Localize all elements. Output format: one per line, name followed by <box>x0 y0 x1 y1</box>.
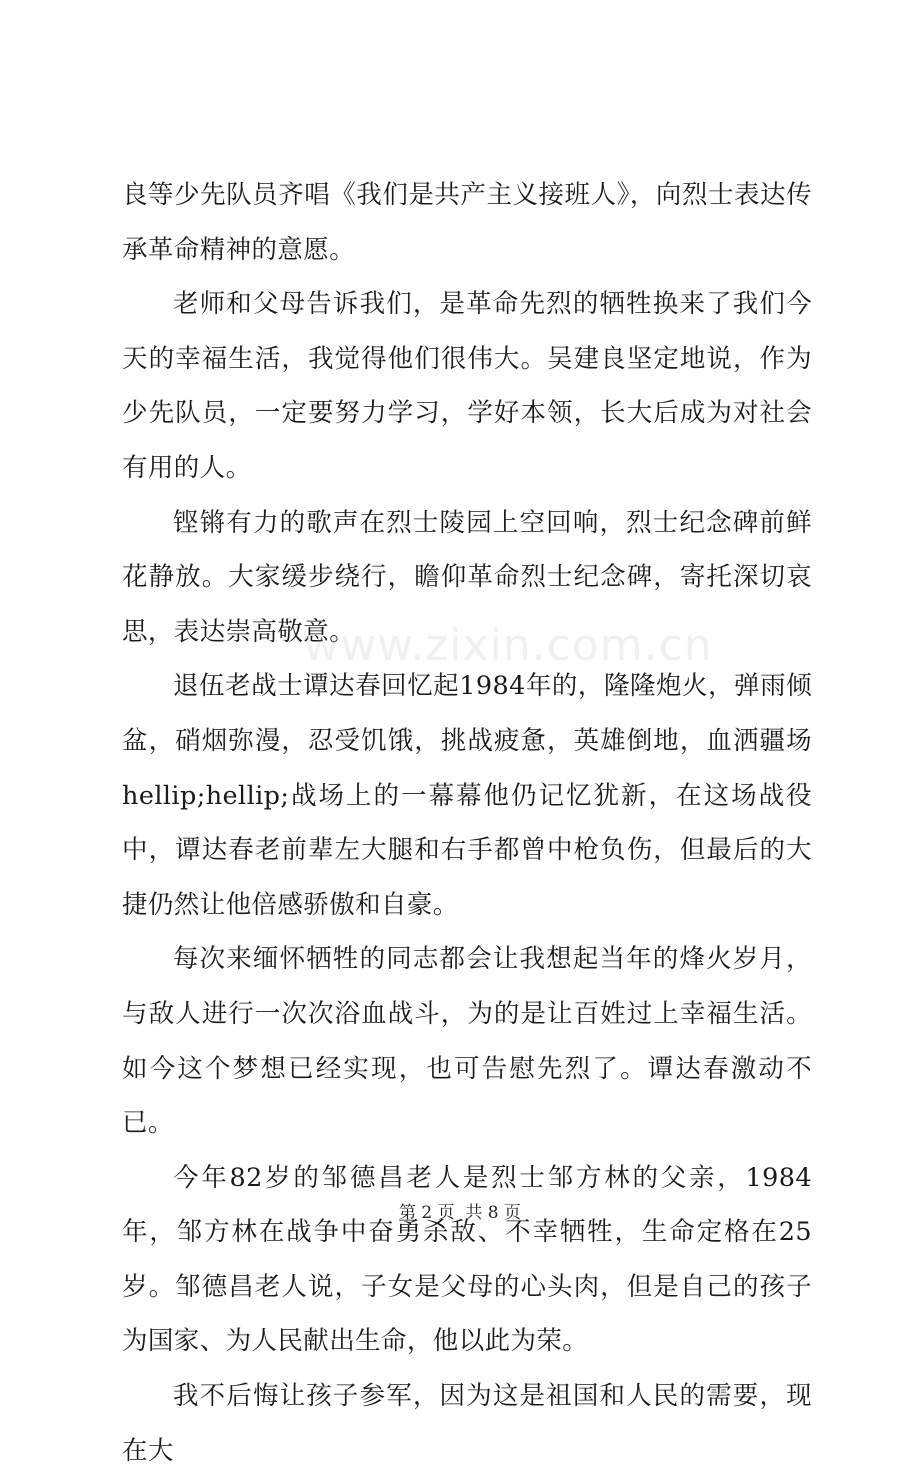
page-number-footer: 第 2 页 共 8 页 <box>398 1203 522 1223</box>
paragraph-2: 老师和父母告诉我们，是革命先烈的牺牲换来了我们今天的幸福生活，我觉得他们很伟大。吴建良坚定地说，作为少先队员，一定要努力学习，学好本领，长大后成为对社会有用的人。 <box>122 289 812 483</box>
watermark: www.zixin.com.cn <box>303 620 713 671</box>
body-text <box>122 168 812 1478</box>
paragraph-1: 良等少先队员齐唱《我们是共产主义接班人》，向烈士表达传承革命精神的意愿。 <box>122 180 812 265</box>
paragraph-5: 每次来缅怀牺牲的同志都会让我想起当年的烽火岁月，与敌人进行一次次浴血战斗，为的是让百姓过上幸福生活。如今这个梦想已经实现，也可告慰先烈了。谭达春激动不已。 <box>122 944 812 1139</box>
paragraph-7: 我不后悔让孩子参军，因为这是祖国和人民的需要，现在大 <box>122 1381 812 1466</box>
paragraph-3: 铿锵有力的歌声在烈士陵园上空回响，烈士纪念碑前鲜花静放。大家缓步绕行，瞻仰革命烈士纪念碑，寄托深切哀思，表达崇高敬意。 <box>122 507 812 647</box>
paragraph-6: 今年82岁的邹德昌老人是烈士邹方林的父亲，1984年，邹方林在战争中奋勇杀敌、不幸牺牲，生命定格在25岁。邹德昌老人说，子女是父母的心头肉，但是自己的孩子为国家、为人民献出生命，他以此为荣。 <box>122 1162 812 1357</box>
paragraph-4: 退伍老战士谭达春回忆起1984年的，隆隆炮火，弹雨倾盆，硝烟弥漫，忍受饥饿，挑战疲惫，英雄倒地，血洒疆场hellip;hellip;战场上的一幕幕他仍记忆犹新，在这场战役中，谭达春老前辈左大腿和右手都曾中枪负伤，但最后的大捷仍然让他倍感骄傲和自豪。 <box>122 671 812 920</box>
